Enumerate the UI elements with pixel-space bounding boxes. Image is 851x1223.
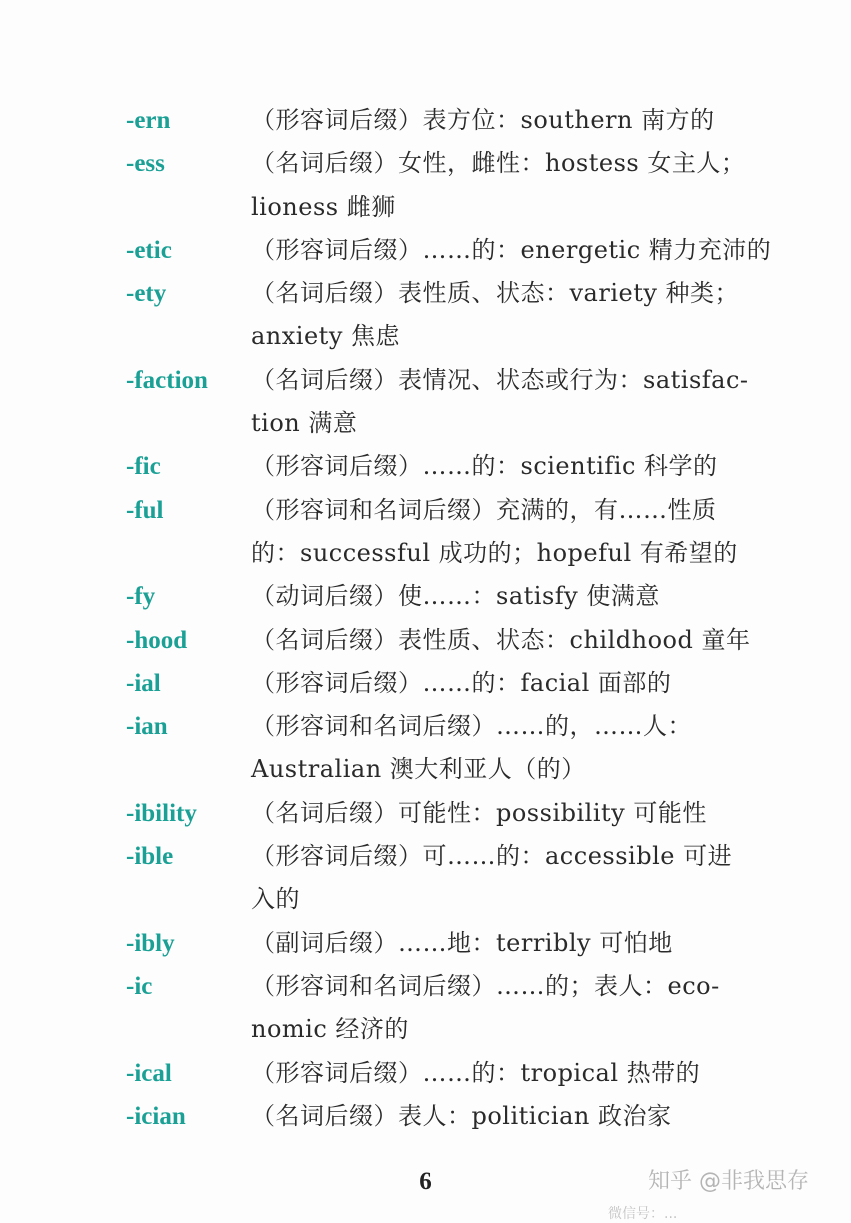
suffix-entry	[0, 99, 851, 142]
suffix-term: -ician	[126, 1102, 186, 1130]
definition-line: （副词后缀）……地：terribly 可怕地	[251, 928, 673, 957]
definition-line: （形容词和名词后缀）充满的，有……性质	[251, 495, 717, 524]
suffix-definition	[251, 705, 726, 792]
suffix-definition	[251, 489, 738, 576]
definition-line: tion 满意	[251, 409, 358, 438]
suffix-term: -ibility	[126, 799, 197, 827]
suffix-entry	[0, 575, 851, 618]
suffix-definition	[251, 922, 726, 965]
suffix-term: -ful	[126, 496, 164, 524]
suffix-term: -ess	[126, 150, 165, 178]
suffix-term: -ian	[126, 713, 168, 741]
definition-line: （形容词和名词后缀）……的；表人：eco-	[251, 971, 720, 1000]
suffix-entry	[0, 359, 851, 446]
definition-line: （形容词后缀）可……的：accessible 可进	[251, 842, 733, 871]
suffix-entry	[0, 142, 851, 229]
suffix-term: -ic	[126, 972, 153, 1000]
suffix-term: -ical	[126, 1059, 172, 1087]
definition-line: （动词后缀）使……：satisfy 使满意	[251, 582, 660, 611]
definition-line: 入的	[251, 885, 300, 914]
suffix-term: -ial	[126, 669, 161, 697]
suffix-term: -ibly	[126, 929, 175, 957]
definition-line: （形容词后缀）……的：facial 面部的	[251, 668, 672, 697]
definition-line: （形容词和名词后缀）……的，……人：	[251, 712, 692, 741]
suffix-definition	[251, 359, 749, 446]
suffix-entry	[0, 835, 851, 922]
suffix-entry	[0, 619, 851, 662]
suffix-term: -ety	[126, 280, 167, 308]
definition-line: （形容词后缀）……的：energetic 精力充沛的	[251, 235, 772, 264]
definition-line: （名词后缀）表人：politician 政治家	[251, 1101, 672, 1130]
suffix-term: -faction	[126, 366, 208, 394]
suffix-entry-list	[0, 99, 851, 1138]
definition-line: Australian 澳大利亚人（的）	[251, 755, 586, 784]
suffix-term: -etic	[126, 236, 172, 264]
suffix-term: -fic	[126, 453, 161, 481]
suffix-entry	[0, 1052, 851, 1095]
suffix-entry	[0, 229, 851, 272]
suffix-definition	[251, 575, 726, 618]
definition-line: （名词后缀）女性，雌性：hostess 女主人；	[251, 149, 746, 178]
suffix-entry	[0, 965, 851, 1052]
definition-line: （名词后缀）可能性：possibility 可能性	[251, 798, 707, 827]
suffix-definition	[251, 1052, 726, 1095]
definition-line: （形容词后缀）……的：tropical 热带的	[251, 1058, 701, 1087]
suffix-definition	[251, 835, 733, 922]
suffix-definition	[251, 272, 740, 359]
suffix-definition	[251, 965, 726, 1052]
suffix-term: -ible	[126, 843, 174, 871]
suffix-definition	[251, 662, 726, 705]
suffix-definition	[251, 1095, 726, 1138]
suffix-definition	[251, 99, 726, 142]
suffix-term: -ern	[126, 107, 171, 134]
suffix-entry	[0, 922, 851, 965]
suffix-definition	[251, 229, 772, 272]
suffix-entry	[0, 272, 851, 359]
definition-line: （形容词后缀）……的：scientific 科学的	[251, 452, 718, 481]
definition-line: （形容词后缀）表方位：southern 南方的	[251, 106, 715, 134]
definition-line: anxiety 焦虑	[251, 322, 401, 351]
definition-line: lioness 雌狮	[251, 192, 396, 221]
definition-line: （名词后缀）表情况、状态或行为：satisfac-	[251, 365, 749, 394]
suffix-definition	[251, 792, 726, 835]
suffix-definition	[251, 445, 726, 488]
suffix-entry	[0, 1095, 851, 1138]
zhihu-watermark: 知乎 @非我思存	[648, 1169, 809, 1194]
suffix-entry	[0, 489, 851, 576]
page-number: 6	[419, 1168, 432, 1195]
suffix-definition	[251, 142, 746, 229]
suffix-term: -fy	[126, 583, 156, 611]
suffix-entry	[0, 445, 851, 488]
suffix-entry	[0, 662, 851, 705]
definition-line: （名词后缀）表性质、状态：childhood 童年	[251, 625, 751, 654]
definition-line: nomic 经济的	[251, 1015, 409, 1044]
definition-line: （名词后缀）表性质、状态：variety 种类；	[251, 279, 740, 308]
suffix-entry	[0, 792, 851, 835]
suffix-definition	[251, 619, 751, 662]
wechat-watermark: 微信号：...	[608, 1206, 678, 1222]
suffix-term: -hood	[126, 626, 188, 654]
definition-line: 的：successful 成功的；hopeful 有希望的	[251, 538, 738, 567]
suffix-entry	[0, 705, 851, 792]
